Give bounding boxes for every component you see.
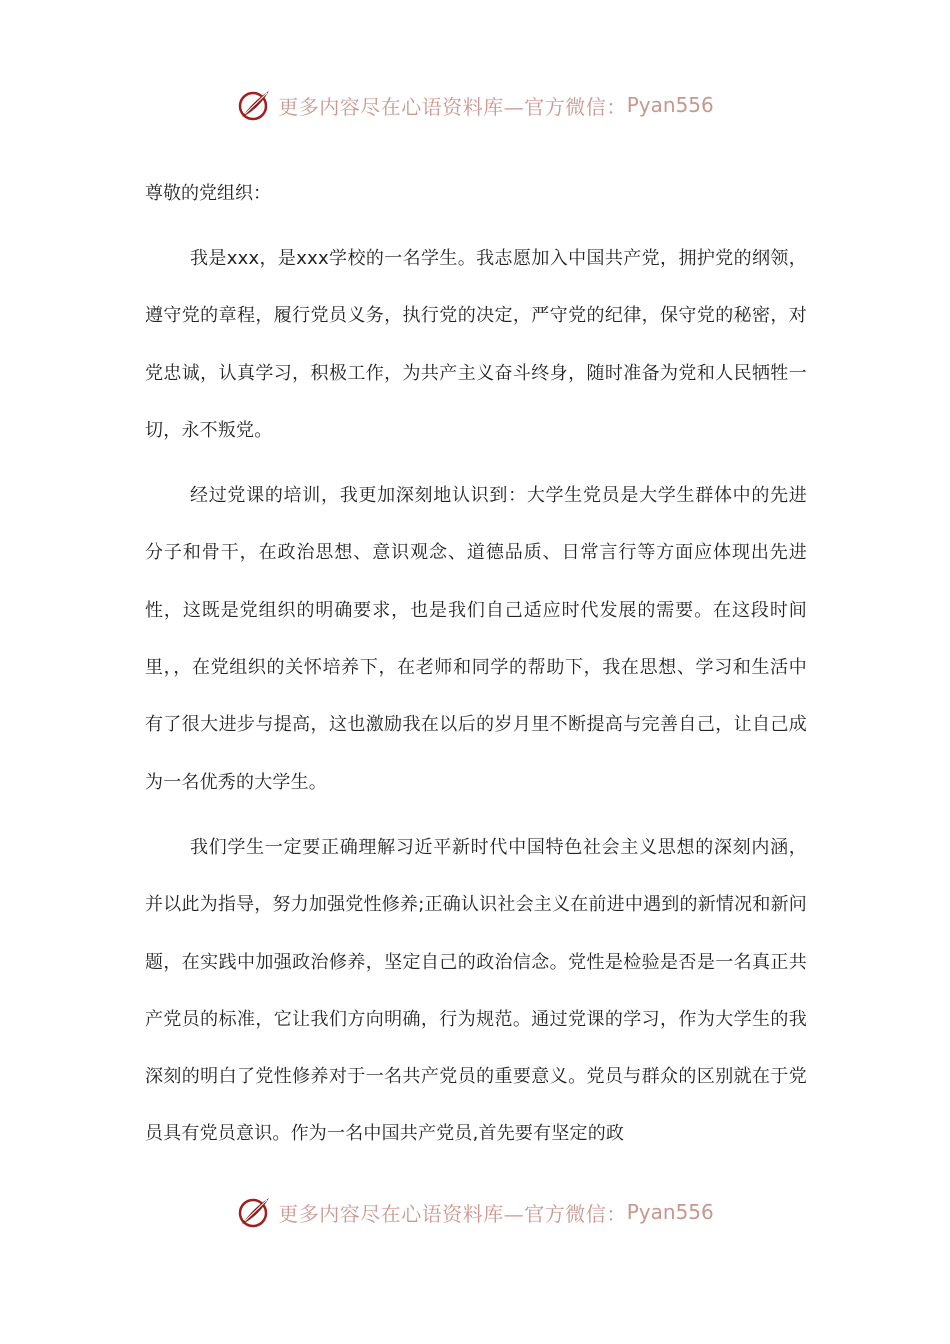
paragraph-3: 我们学生一定要正确理解习近平新时代中国特色社会主义思想的深刻内涵，并以此为指导，努力加强党性修养;正确认识社会主义在前进中遇到的新情况和新问题，在实践中加强政治修养，坚定自己的政治信念。党性是检验是否是一名真正共产党员的标准，它让我们方向明确，行为规范。通过党课的学习，作为大学生的我深刻的明白了党性修养对于一名共产党员的重要意义。党员与群众的区别就在于党员具有党员意识。作为一名中国共产党员,首先要有坚定的政 <box>145 836 807 1145</box>
quill-logo-icon <box>236 87 272 123</box>
paragraph-2: 经过党课的培训，我更加深刻地认识到：大学生党员是大学生群体中的先进分子和骨干，在政治思想、意识观念、道德品质、日常言行等方面应体现出先进性，这既是党组织的明确要求，也是我们自己适应时代发展的需要。在这段时间里，，在党组织的关怀培养下，在老师和同学的帮助下，我在思想、学习和生活中有了很大进步与提高，这也激励我在以后的岁月里不断提高与完善自己，让自己成为一名优秀的大学生。 <box>145 485 807 793</box>
header-text: 更多内容尽在心语资料库—官方微信： <box>278 94 627 119</box>
quill-logo-icon <box>236 1194 272 1230</box>
footer-wechat-id: Pyan556 <box>626 1200 714 1224</box>
footer-banner <box>0 1190 950 1234</box>
salutation: 尊敬的党组织： <box>145 183 271 204</box>
footer-text: 更多内容尽在心语资料库—官方微信： <box>278 1201 627 1226</box>
header-wechat-id: Pyan556 <box>626 93 714 117</box>
letter-body <box>145 165 807 1171</box>
paragraph-1: 我是xxx，是xxx学校的一名学生。我志愿加入中国共产党，拥护党的纲领，遵守党的章程，履行党员义务，执行党的决定，严守党的纪律，保守党的秘密，对党忠诚，认真学习，积极工作，为共产主义奋斗终身，随时准备为党和人民牺牲一切，永不叛党。 <box>145 248 807 441</box>
header-banner <box>0 83 950 127</box>
